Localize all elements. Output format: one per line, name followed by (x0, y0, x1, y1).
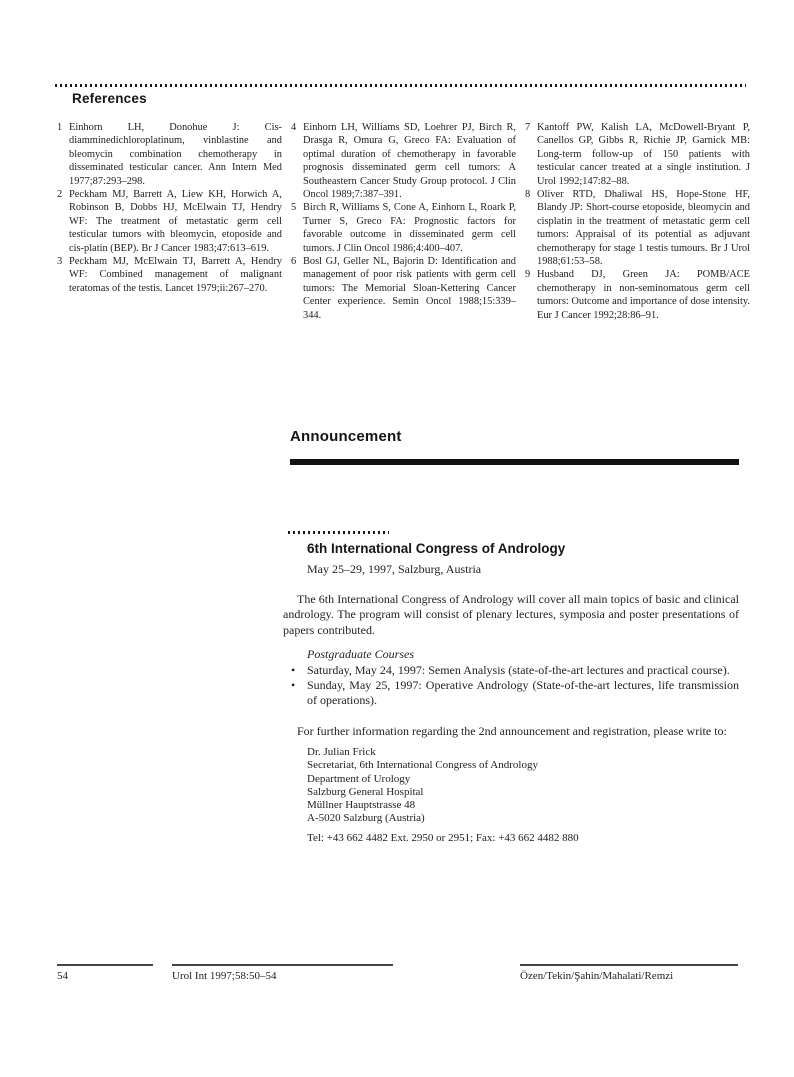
reference-number: 7 (525, 122, 531, 133)
reference-item (57, 188, 282, 255)
reference-number: 6 (291, 256, 297, 268)
references-columns (57, 121, 750, 322)
course-text: Sunday, May 25, 1997: Operative Andrology (State-of-the-art lectures, life transmission of operations). (307, 678, 739, 708)
reference-item (57, 255, 282, 295)
reference-text: Bosl GJ, Geller NL, Bajorin D: Identification and management of poor risk patients with germ cell tumors: The Memorial Sloan-Kettering Cancer Center experience. Semin Oncol 1988;15:339–344. (303, 256, 516, 321)
reference-text: Kantoff PW, Kalish LA, McDowell-Bryant P, Canellos GP, Gibbs R, Richie JP, Garnick MB: Long-term follow-up of 150 patients with testicular cancer treated at a single institution. J Urol 1992;147:82–88. (537, 122, 750, 187)
footer-page-number-block (57, 964, 153, 982)
footer-authors-block (520, 964, 738, 982)
references-column-2 (291, 121, 516, 322)
reference-text: Peckham MJ, Barrett A, Liew KH, Horwich A, Robinson B, Dobbs HJ, McElwain TJ, Hendry WF: The treatment of metastatic germ cell testicular tumors with bleomycin, etoposide and cis-platin (BEP). Br J Cancer 1983;47:613–619. (69, 189, 282, 254)
reference-number: 3 (57, 256, 63, 268)
address-line: Department of Urology (307, 772, 411, 785)
postgraduate-courses-list (283, 663, 739, 709)
announcement-rule-bar (290, 459, 739, 465)
reference-text: Husband DJ, Green JA: POMB/ACE chemotherapy in non-seminomatous germ cell tumors: Outcome and importance of dose intensity. Eur J Cancer 1992;28:86–91. (537, 269, 750, 321)
reference-number: 4 (291, 122, 297, 133)
phone-fax-line: Tel: +43 662 4482 Ext. 2950 or 2951; Fax: +43 662 4482 880 (307, 832, 579, 845)
address-line: A-5020 Salzburg (Austria) (307, 812, 425, 825)
congress-dotted-rule (288, 531, 389, 534)
course-list-item (283, 678, 739, 709)
reference-number: 8 (525, 189, 531, 201)
bullet-icon: • (291, 678, 296, 693)
reference-item (525, 121, 750, 188)
running-authors: Özen/Tekin/Şahin/Mahalati/Remzi (520, 970, 674, 982)
congress-title: 6th International Congress of Andrology (307, 541, 566, 556)
references-column-3 (525, 121, 750, 322)
footer-rule (57, 964, 153, 966)
references-heading: References (72, 91, 147, 106)
journal-citation: Urol Int 1997;58:50–54 (172, 970, 277, 982)
section-dotted-rule (55, 84, 746, 87)
footer-rule (520, 964, 738, 966)
reference-item (525, 268, 750, 322)
bullet-icon: • (291, 662, 296, 677)
address-line: Dr. Julian Frick (307, 746, 376, 759)
postgraduate-courses-heading: Postgraduate Courses (307, 647, 415, 662)
reference-item (525, 188, 750, 268)
reference-item (291, 255, 516, 322)
congress-date-location: May 25–29, 1997, Salzburg, Austria (307, 562, 482, 576)
reference-item (57, 121, 282, 188)
reference-text: Einhorn LH, Donohue J: Cis-diamminedichloroplatinum, vinblastine and bleomycin combination chemotherapy in disseminated testicular cancer. Ann Intern Med 1977;87:293–298. (69, 122, 282, 187)
course-list-item (283, 663, 739, 678)
reference-number: 9 (525, 269, 531, 281)
reference-number: 5 (291, 202, 297, 214)
reference-text: Oliver RTD, Dhaliwal HS, Hope-Stone HF, Blandy JP: Short-course etoposide, bleomycin and cisplatin in the treatment of metastatic germ cell tumors: Appraisal of its potential as adjuvant chemotherapy for stage 1 testis tumours. Br J Urol 1988;61:53–58. (537, 189, 750, 268)
footer-journal-block (172, 964, 393, 982)
announcement-section (283, 428, 739, 846)
contact-address-block (307, 746, 739, 825)
reference-number: 1 (57, 122, 63, 133)
footer-rule (172, 964, 393, 966)
page-number: 54 (57, 970, 68, 982)
address-line: Secretariat, 6th International Congress of Andrology (307, 759, 538, 772)
reference-number: 2 (57, 189, 63, 201)
address-line: Müllner Hauptstrasse 48 (307, 799, 416, 812)
references-column-1 (57, 121, 282, 322)
reference-item (291, 121, 516, 201)
reference-text: Einhorn LH, Williams SD, Loehrer PJ, Birch R, Drasga R, Omura G, Greco FA: Evaluation of optimal duration of chemotherapy in favorable prognosis disseminated germ cell tumors: A Southeastern Cancer Study Group protocol. J Clin Oncol 1989;7:387–391. (303, 122, 516, 201)
announcement-heading: Announcement (290, 428, 402, 445)
course-text: Saturday, May 24, 1997: Semen Analysis (state-of-the-art lectures and practical course). (307, 662, 730, 677)
reference-item (291, 201, 516, 255)
further-info-paragraph: For further information regarding the 2nd announcement and registration, please write to: (297, 723, 727, 738)
address-line: Salzburg General Hospital (307, 785, 424, 798)
reference-text: Birch R, Williams S, Cone A, Einhorn L, Roark P, Turner S, Greco FA: Prognostic factors for favorable outcome in disseminated germ cell tumors. J Clin Oncol 1986;4:400–407. (303, 202, 516, 254)
reference-text: Peckham MJ, McElwain TJ, Barrett A, Hendry WF: Combined management of malignant teratomas of the testis. Lancet 1979;ii:267–270. (69, 256, 282, 294)
congress-intro-paragraph: The 6th International Congress of Andrology will cover all main topics of basic and clinical andrology. The program will consist of plenary lectures, symposia and poster presentations of papers contributed. (283, 592, 739, 637)
